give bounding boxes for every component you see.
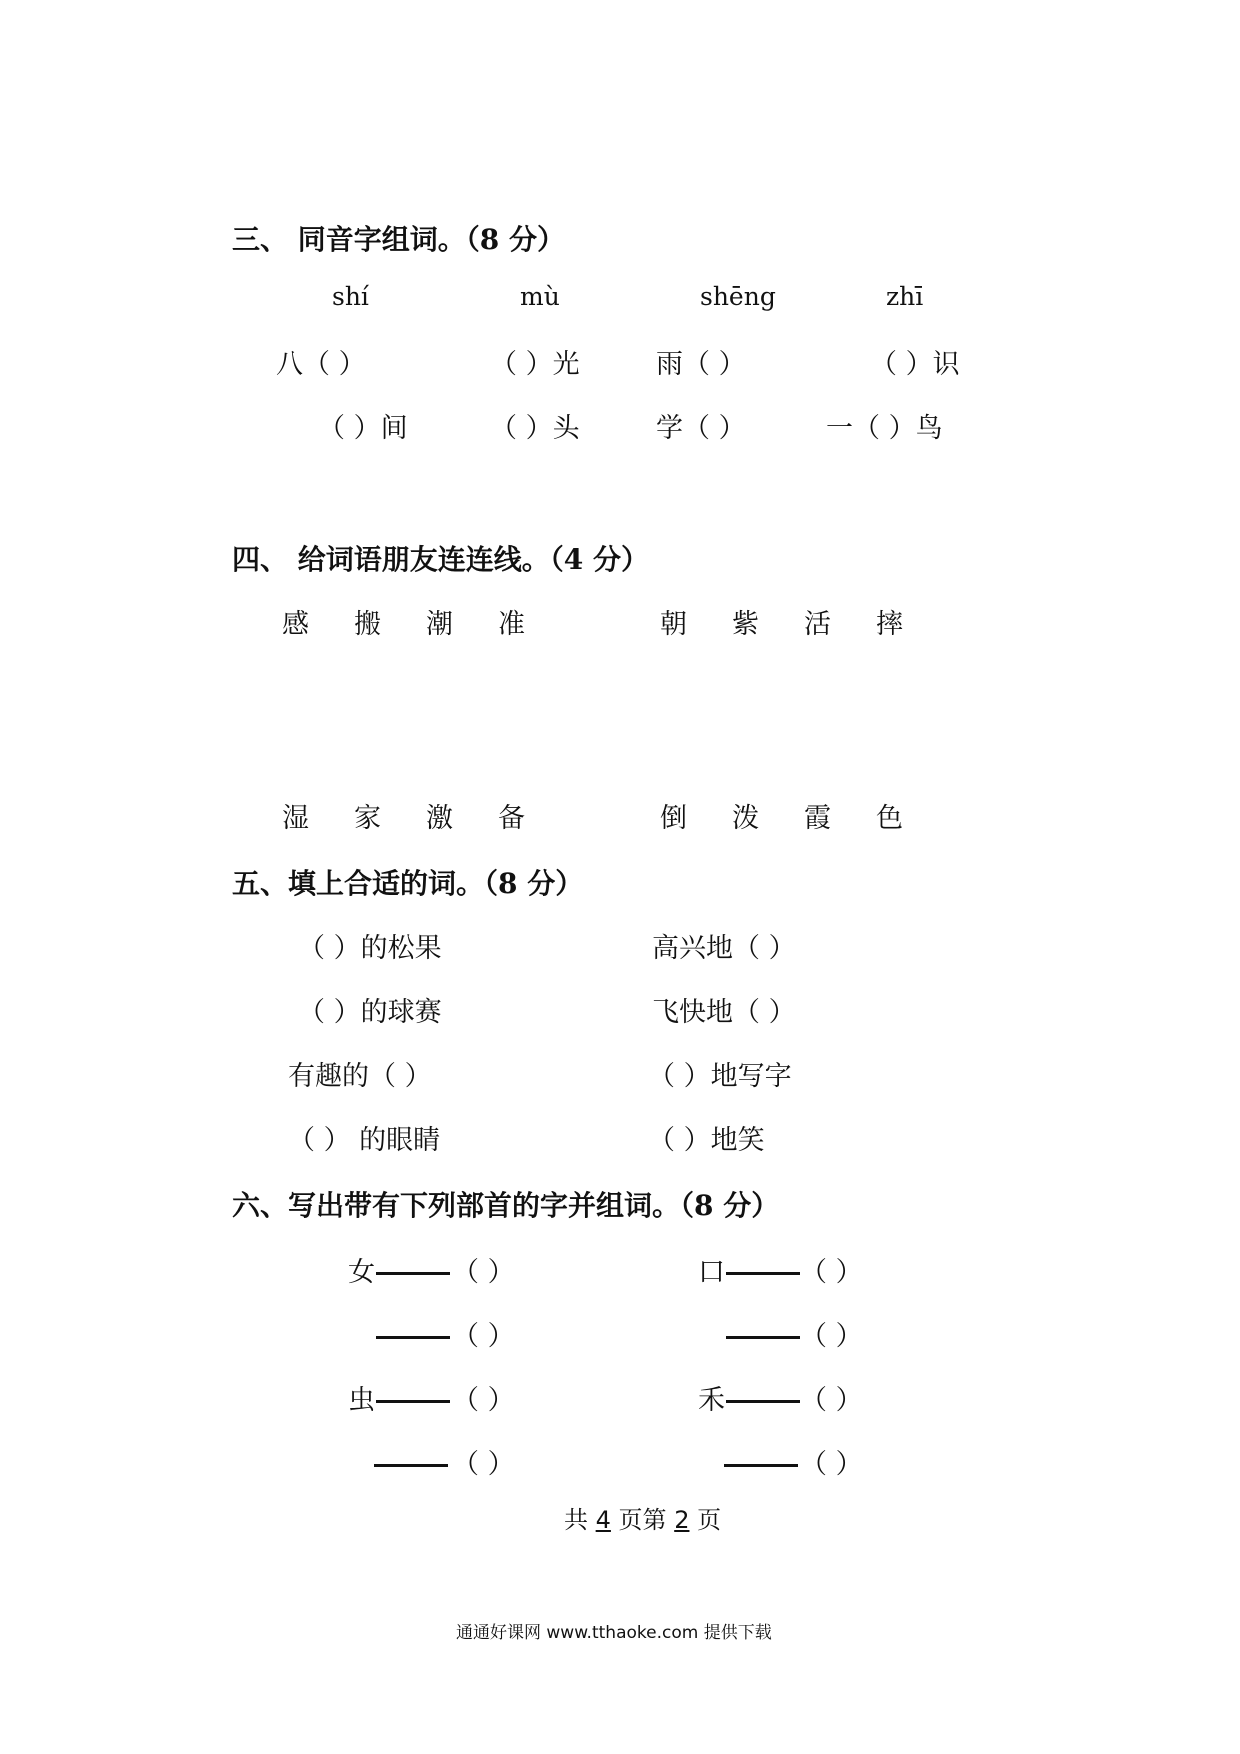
s4-bottom-left-2: 家: [354, 803, 381, 834]
s5-right-3: （ ）地写字: [648, 1061, 792, 1092]
s3-r2-c1: （ ）间: [318, 413, 408, 444]
section-4-heading: 四、 给词语朋友连连线。（4 分）: [232, 543, 649, 576]
s6-radical-chong: 虫: [348, 1385, 375, 1416]
page-number: [564, 1500, 721, 1535]
s6-blank: [374, 1378, 450, 1407]
page-suffix: 页: [689, 1506, 722, 1534]
s3-r2-c3: 学（ ）: [656, 413, 746, 444]
s6-blank: [722, 1442, 798, 1471]
s6-paren: （ ）: [800, 1321, 863, 1352]
s6-paren: （ ）: [800, 1257, 863, 1288]
s6-blank: [374, 1314, 450, 1343]
s6-paren: （ ）: [800, 1449, 863, 1480]
s6-paren: （ ）: [452, 1321, 515, 1352]
page-current: 2: [674, 1506, 690, 1534]
s4-top-right-4: 摔: [876, 609, 903, 640]
s5-left-1: （ ）的松果: [298, 933, 442, 964]
s5-left-3: 有趣的（ ）: [288, 1061, 432, 1092]
s3-r1-c4: （ ）识: [870, 349, 960, 380]
s4-top-left-4: 准: [498, 609, 525, 640]
s6-blank: [374, 1250, 450, 1279]
s6-paren: （ ）: [452, 1385, 515, 1416]
section-6-heading: 六、写出带有下列部首的字并组词。（8 分）: [232, 1189, 780, 1222]
s6-radical-he: 禾: [698, 1385, 725, 1416]
s6-paren: （ ）: [452, 1257, 515, 1288]
s5-right-2: 飞快地（ ）: [652, 997, 796, 1028]
s3-r2-c4: 一（ ）鸟: [826, 413, 943, 444]
pinyin-zhi: zhī: [886, 282, 924, 311]
s6-radical-nv: 女: [348, 1257, 375, 1288]
s6-blank: [372, 1442, 448, 1471]
page-total: 4: [595, 1506, 611, 1534]
footer-credit: 通通好课网 www.tthaoke.com 提供下载: [456, 1623, 772, 1643]
s4-bottom-right-1: 倒: [660, 803, 687, 834]
s4-bottom-right-3: 霞: [804, 803, 831, 834]
s6-radical-kou: 口: [698, 1257, 725, 1288]
page-prefix: 共: [564, 1506, 596, 1534]
s4-top-right-2: 紫: [732, 609, 759, 640]
s4-bottom-right-2: 泼: [732, 803, 759, 834]
section-3-heading: 三、 同音字组词。（8 分）: [232, 223, 565, 256]
s5-right-4: （ ）地笑: [648, 1125, 765, 1156]
s3-r1-c2: （ ）光: [490, 349, 580, 380]
s3-r2-c2: （ ）头: [490, 413, 580, 444]
s4-top-left-2: 搬: [354, 609, 381, 640]
s6-blank: [724, 1314, 800, 1343]
s4-bottom-right-4: 色: [876, 803, 903, 834]
s6-paren: （ ）: [800, 1385, 863, 1416]
s6-paren: （ ）: [452, 1449, 515, 1480]
s4-top-right-3: 活: [804, 609, 831, 640]
pinyin-mu: mù: [520, 282, 560, 311]
s4-top-right-1: 朝: [660, 609, 687, 640]
s5-left-4: （ ） 的眼睛: [288, 1125, 441, 1156]
s5-left-2: （ ）的球赛: [298, 997, 442, 1028]
page-middle: 页第: [610, 1506, 675, 1534]
pinyin-sheng: shēng: [700, 282, 776, 311]
s4-bottom-left-4: 备: [498, 803, 525, 834]
s4-top-left-1: 感: [282, 609, 309, 640]
s5-right-1: 高兴地（ ）: [652, 933, 796, 964]
s3-r1-c1: 八（ ）: [276, 349, 366, 380]
section-5-heading: 五、填上合适的词。（8 分）: [232, 867, 584, 900]
pinyin-shi: shí: [332, 282, 369, 311]
s4-top-left-3: 潮: [426, 609, 453, 640]
s4-bottom-left-3: 激: [426, 803, 453, 834]
s6-blank: [724, 1378, 800, 1407]
s6-blank: [724, 1250, 800, 1279]
s4-bottom-left-1: 湿: [282, 803, 309, 834]
s3-r1-c3: 雨（ ）: [656, 349, 746, 380]
